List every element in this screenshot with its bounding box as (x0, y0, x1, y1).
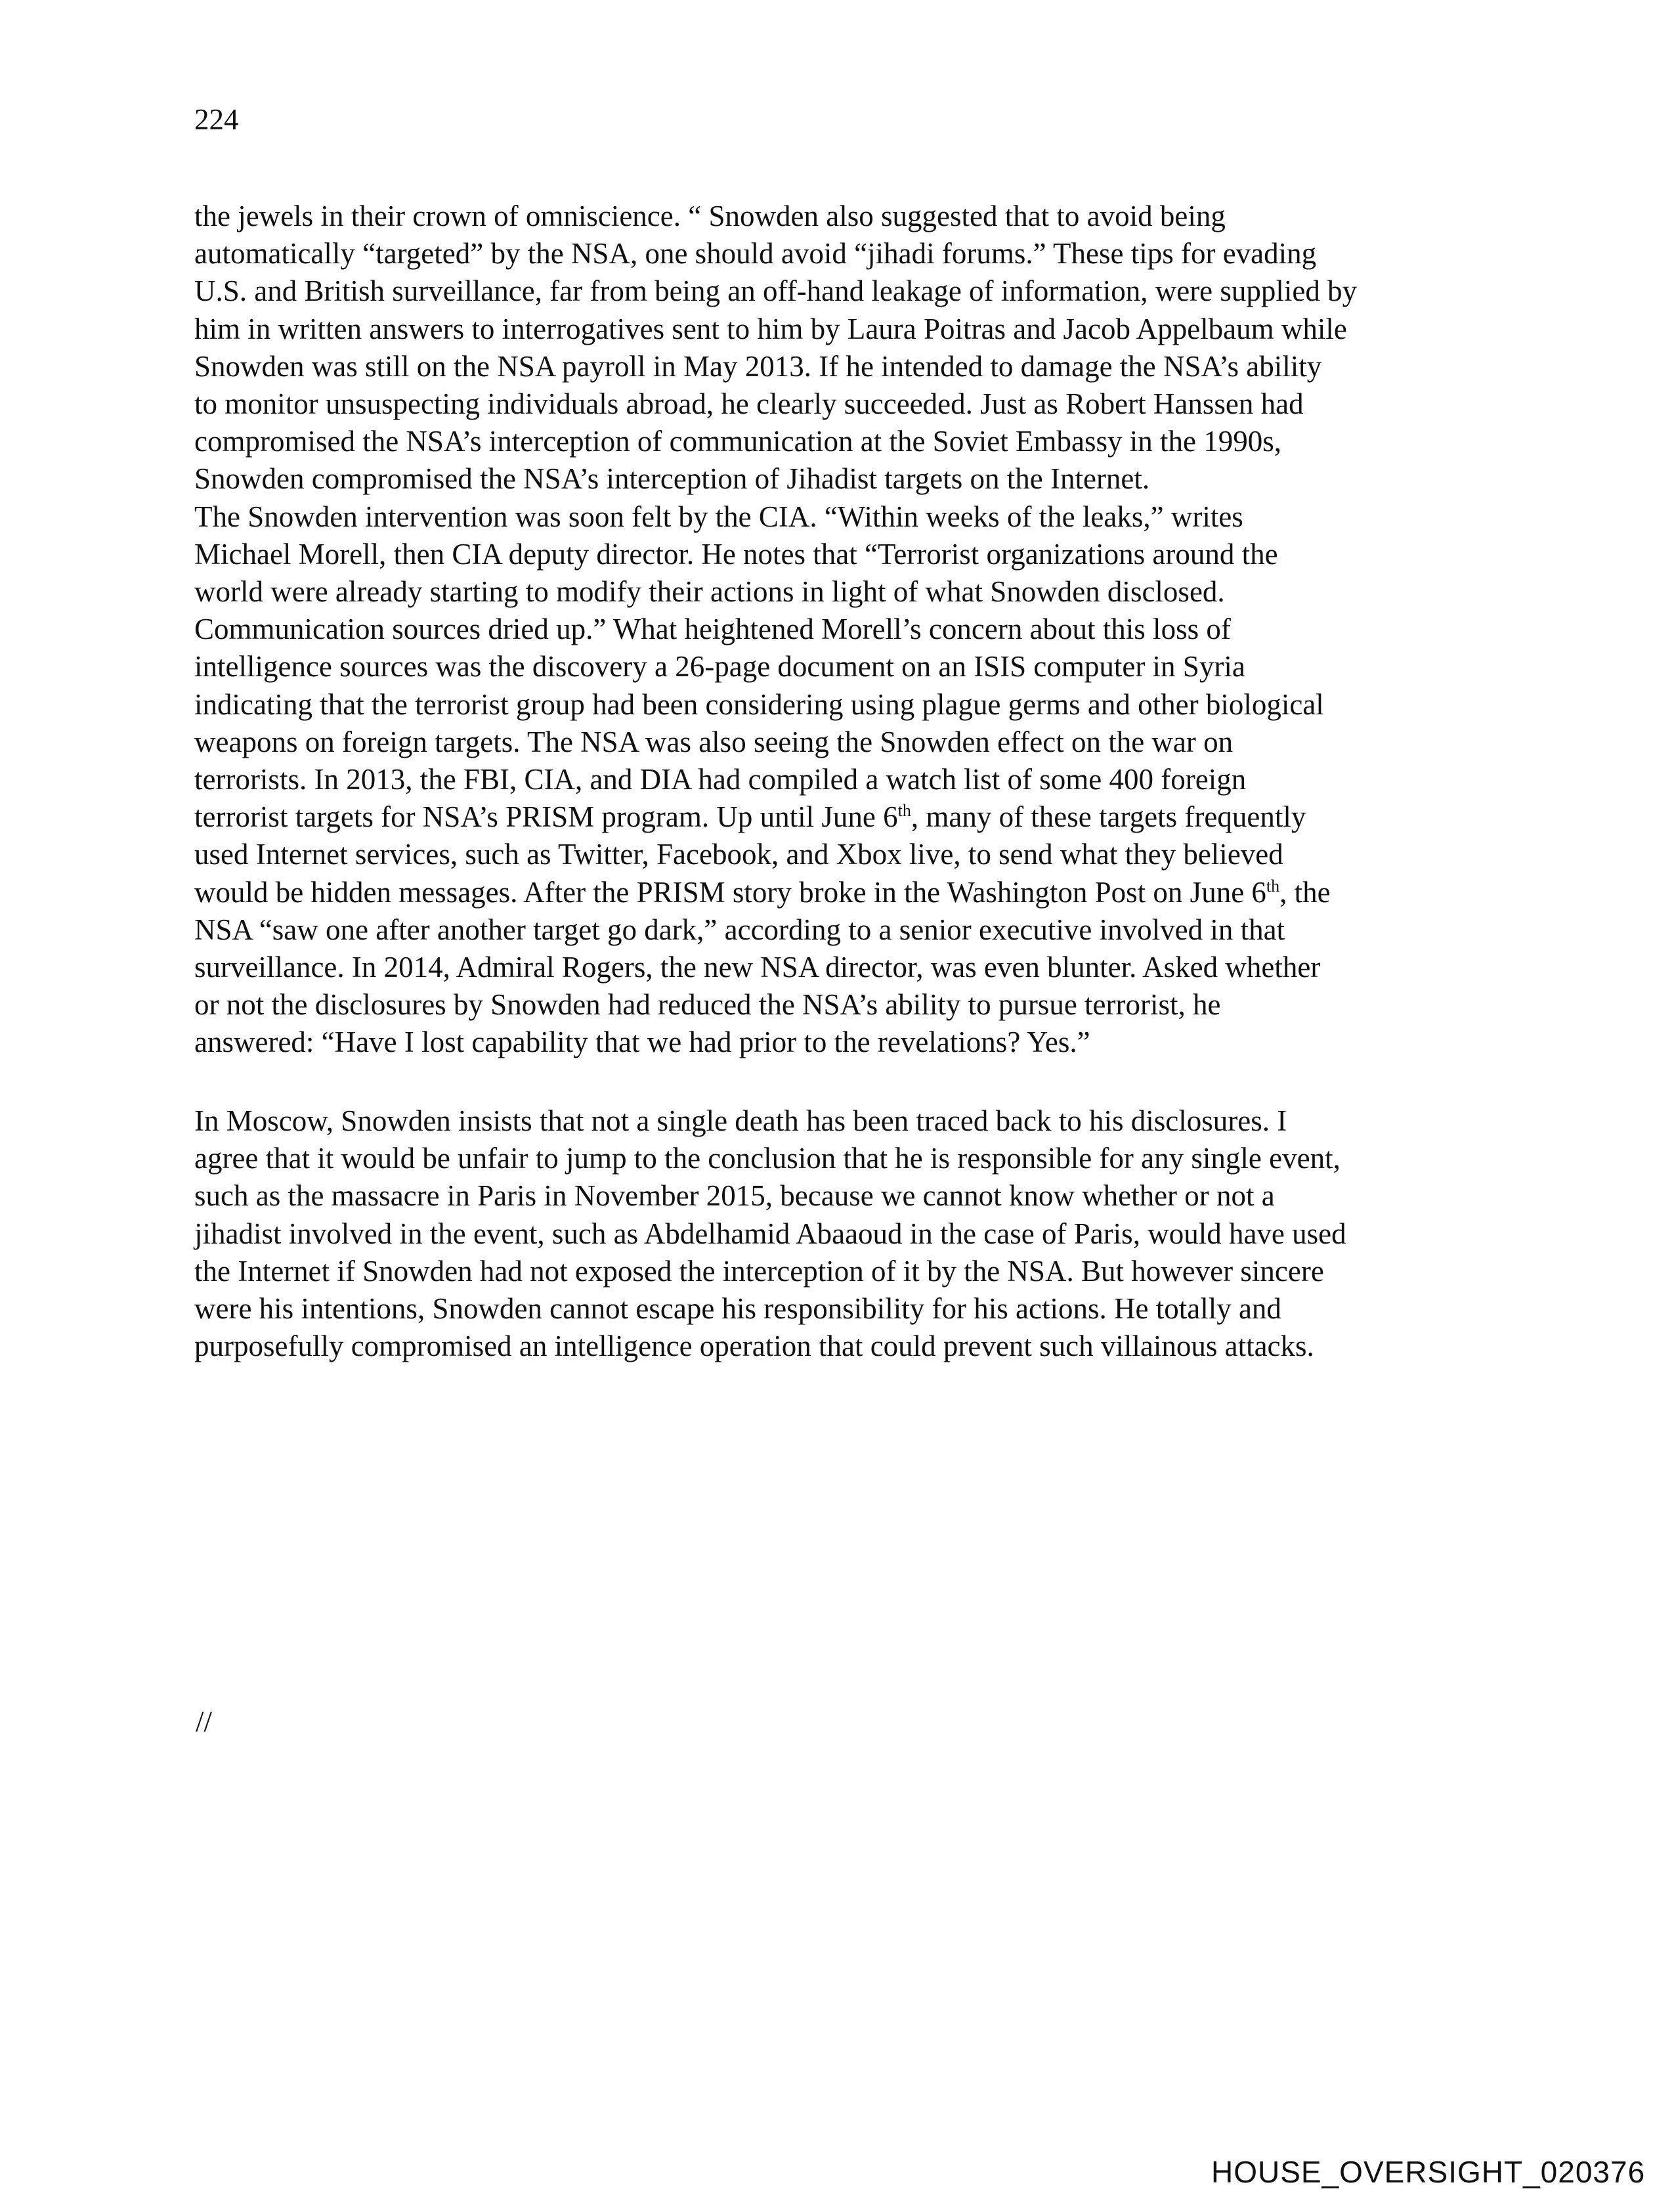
text-line: purposefully compromised an intelligence operation that could prevent such villainous attacks. (194, 1330, 1314, 1363)
text-line: automatically “targeted” by the NSA, one should avoid “jihadi forums.” These tips for evading (194, 237, 1317, 271)
text-line: world were already starting to modify their actions in light of what Snowden disclosed. (194, 575, 1225, 609)
text-line: the jewels in their crown of omniscience. “ Snowden also suggested that to avoid being (194, 200, 1226, 232)
ordinal-suffix: th (897, 801, 911, 821)
text-line: weapons on foreign targets. The NSA was also seeing the Snowden effect on the war on (194, 725, 1234, 758)
text-line: U.S. and British surveillance, far from being an off-hand leakage of information, were supplied by (194, 274, 1358, 308)
text-line (194, 798, 1481, 836)
text-line: used Internet services, such as Twitter, Facebook, and Xbox live, to send what they believed (194, 838, 1283, 871)
text-line: Communication sources dried up.” What heightened Morell’s concern about this loss of (194, 613, 1231, 646)
text-line: surveillance. In 2014, Admiral Rogers, the new NSA director, was even blunter. Asked whether (194, 951, 1321, 984)
section-break-mark: // (196, 1705, 213, 1738)
text-line: agree that it would be unfair to jump to the conclusion that he is responsible for any single event, (194, 1142, 1341, 1175)
text-line: or not the disclosures by Snowden had reduced the NSA’s ability to pursue terrorist, he (194, 988, 1221, 1022)
text-line: The Snowden intervention was soon felt by the CIA. “Within weeks of the leaks,” writes (194, 500, 1243, 533)
text-line: intelligence sources was the discovery a 26-page document on an ISIS computer in Syria (194, 650, 1245, 683)
text-line: to monitor unsuspecting individuals abroad, he clearly succeeded. Just as Robert Hanssen had (194, 387, 1304, 421)
text-line: jihadist involved in the event, such as Abdelhamid Abaaoud in the case of Paris, would have used (194, 1217, 1346, 1250)
bates-number: HOUSE_OVERSIGHT_020376 (1211, 2155, 1646, 2189)
text-line: compromised the NSA’s interception of communication at the Soviet Embassy in the 1990s, (194, 425, 1281, 458)
text-line: Snowden compromised the NSA’s interception of Jihadist targets on the Internet. (194, 462, 1150, 496)
text-line: terrorists. In 2013, the FBI, CIA, and DIA had compiled a watch list of some 400 foreign (194, 763, 1247, 796)
paragraph-2 (194, 1102, 1481, 1365)
text-fragment: , the (1279, 875, 1331, 909)
text-line (194, 874, 1481, 911)
page-number: 224 (194, 103, 239, 136)
text-line: him in written answers to interrogatives sent to him by Laura Poitras and Jacob Appelbaum while (194, 312, 1347, 345)
text-fragment: terrorist targets for NSA’s PRISM program. Up until June 6 (194, 800, 898, 834)
text-fragment: would be hidden messages. After the PRISM story broke in the Washington Post on June 6 (194, 875, 1266, 909)
text-line: indicating that the terrorist group had been considering using plague germs and other biological (194, 687, 1324, 721)
paragraph-1 (194, 198, 1481, 1062)
text-line: such as the massacre in Paris in November 2015, because we cannot know whether or not a (194, 1179, 1275, 1213)
text-line: were his intentions, Snowden cannot escape his responsibility for his actions. He totally and (194, 1292, 1281, 1326)
ordinal-suffix: th (1266, 876, 1280, 896)
text-line: Snowden was still on the NSA payroll in May 2013. If he intended to damage the NSA’s ability (194, 349, 1322, 383)
text-fragment: , many of these targets frequently (911, 800, 1306, 834)
text-line: answered: “Have I lost capability that we had prior to the revelations? Yes.” (194, 1026, 1090, 1059)
text-line: In Moscow, Snowden insists that not a single death has been traced back to his disclosures. I (194, 1104, 1287, 1137)
text-line: NSA “saw one after another target go dark,” according to a senior executive involved in that (194, 913, 1285, 946)
text-line: the Internet if Snowden had not exposed the interception of it by the NSA. But however sincere (194, 1254, 1324, 1288)
text-line: Michael Morell, then CIA deputy director. He notes that “Terrorist organizations around the (194, 537, 1278, 571)
